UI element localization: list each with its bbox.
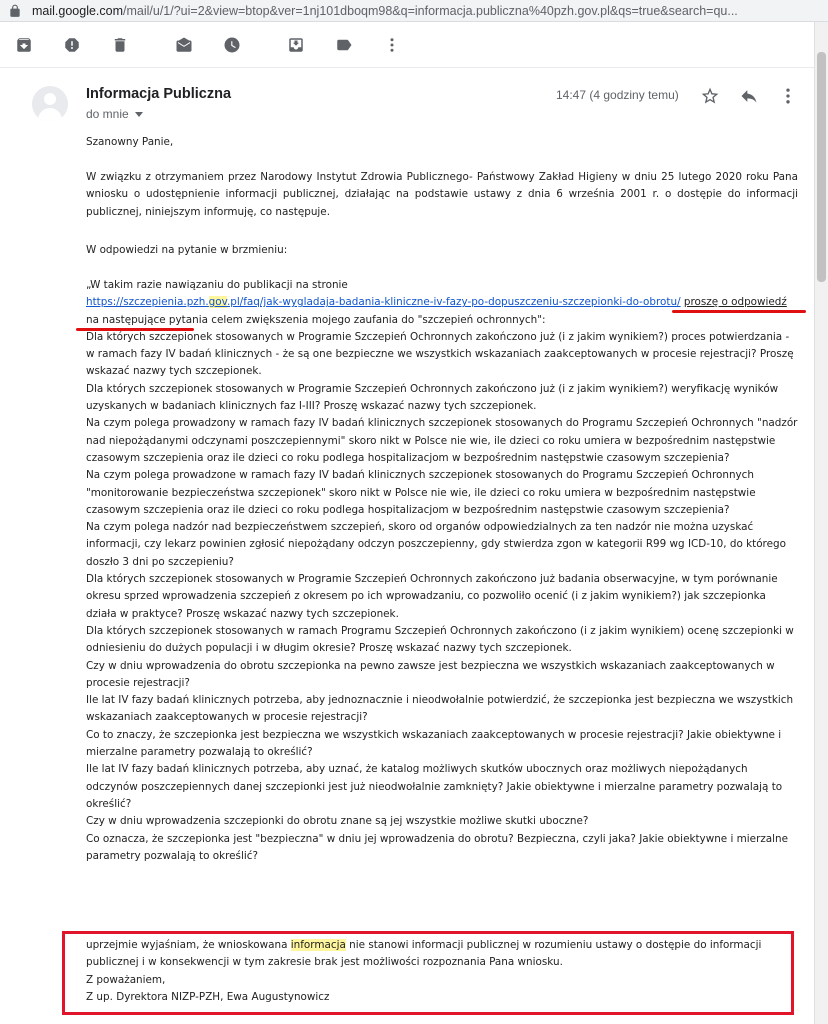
url-text: mail.google.com/mail/u/1/?ui=2&view=btop&ver=1nj101dboqm98&q=informacja.publiczna%40pzh.gov.pl&qs=true&search=qu... bbox=[32, 3, 738, 18]
request-rest: na następujące pytania celem zwiększenia mojego zaufania do "szczepień ochronnych": bbox=[86, 313, 546, 326]
question-item: Ile lat IV fazy badań klinicznych potrzeba, aby jednoznacznie i nieodwołalnie potwierdzić, że szczepionka jest bezpieczna we wszystkich wskazaniach zaakceptowanych w procesie rejestracji? bbox=[86, 694, 794, 724]
star-icon[interactable] bbox=[700, 86, 720, 106]
signature: Z up. Dyrektora NIZP-PZH, Ewa Augustynowicz bbox=[86, 990, 330, 1003]
question-item: Dla których szczepionek stosowanych w ramach Programu Szczepień Ochronnych zakończono (i z jakim wynikiem) ocenę szczepionki w odniesieniu do dużych populacji i w długim okresie? Proszę wskazać nazwy tych szczepionek. bbox=[86, 624, 794, 655]
question-item: Czy w dniu wprowadzenia do obrotu szczepionka na pewno zawsze jest bezpieczna we wszystkich wskazaniach zaakceptowanych w procesie rejestracji? bbox=[86, 659, 775, 689]
message-timestamp: 14:47 (4 godziny temu) bbox=[556, 88, 679, 102]
sender-name[interactable]: Informacja Publiczna bbox=[86, 86, 232, 102]
question-item: Dla których szczepionek stosowanych w Programie Szczepień Ochronnych zakończono już badania obserwacyjne, w tym porównanie okresu sprzed wprowadzenia szczepień z okresem po ich wprowadzaniu, co pozwoliło ocenić (i z jakim wynikiem?) jak szczepionka działa w praktyce? Proszę wskazać nazwy tych szczepionek. bbox=[86, 573, 778, 620]
more-options-icon[interactable] bbox=[778, 86, 798, 106]
delete-icon[interactable] bbox=[110, 35, 130, 55]
lock-icon bbox=[8, 4, 22, 18]
answer-paragraph bbox=[86, 937, 798, 1006]
answer-text: uprzejmie wyjaśniam, że wnioskowana informacja nie stanowi informacji publicznej w rozumieniu ustawy o dostępie do informacji publicznej i w konsekwencji w tym zakresie brak jest możliwości rozpoznania Pana wniosku. bbox=[86, 939, 762, 969]
quoted-request bbox=[86, 277, 798, 865]
red-underline-annotation bbox=[672, 310, 806, 313]
move-to-icon[interactable] bbox=[286, 35, 306, 55]
intro-paragraph: W związku z otrzymaniem przez Narodowy Instytut Zdrowia Publicznego- Państwowy Zakład Higieny w dniu 25 lutego 2020 roku Pana wniosku o udostępnienie informacji publicznej, działając na podstawie ustawy z dnia 6 września 2001 r. o dostępie do informacji publicznej, niniejszym informuję, co następuje. bbox=[86, 171, 798, 218]
question-item: Na czym polega nadzór nad bezpieczeństwem szczepień, skoro od organów odpowiedzialnych za ten nadzór nie można uzyskać informacji, czy lekarz powinien zgłosić niepożądany odczyn poszczepienny, gdy stwierdza zgon w kategorii R99 wg ICD-10, do którego doszło 3 dni po szczepieniu? bbox=[86, 521, 786, 568]
more-vert-icon[interactable] bbox=[382, 35, 402, 55]
snooze-icon[interactable] bbox=[222, 35, 242, 55]
mark-unread-icon[interactable] bbox=[174, 35, 194, 55]
address-bar[interactable] bbox=[0, 0, 828, 22]
label-icon[interactable] bbox=[334, 35, 354, 55]
question-item: Na czym polega prowadzony w ramach fazy IV badań klinicznych szczepionek stosowanych do Programu Szczepień Ochronnych "nadzór nad niepożądanymi odczynami poszczepiennymi" skoro nikt w Polsce nie wie, ile dzieci co roku umiera w bezpośrednim następstwie czasowym szczepienia oraz ile dzieci co roku podlega hospitalizacjom w bezpośrednim następstwie czasowym szczepienia? bbox=[86, 417, 798, 464]
message-toolbar bbox=[0, 22, 814, 68]
question-item: Dla których szczepionek stosowanych w Programie Szczepień Ochronnych zakończono już (i z jakim wynikiem?) proces potwierdzania - w ramach fazy IV badań klinicznych - że są one bezpieczne we wszystkich wskazaniach zaakceptowanych w procesie rejestracji? Proszę wskazać nazwy tych szczepionek. bbox=[86, 330, 794, 378]
scrollbar-thumb[interactable] bbox=[817, 52, 826, 282]
chevron-down-icon[interactable] bbox=[135, 112, 143, 117]
vertical-scrollbar[interactable] bbox=[814, 22, 828, 1024]
closing: Z poważaniem, bbox=[86, 973, 166, 986]
archive-icon[interactable] bbox=[14, 35, 34, 55]
recipient-details[interactable]: do mnie bbox=[86, 107, 143, 121]
red-underline-annotation bbox=[76, 328, 194, 331]
question-item: Na czym polega prowadzone w ramach fazy IV badań klinicznych szczepionek stosowanych do Programu Szczepień Ochronnych "monitorowanie bezpieczeństwa szczepionek" skoro nikt w Polsce nie wie, ile dzieci co roku umiera w bezpośrednim następstwie czasowym szczepienia oraz ile dzieci co roku podlega hospitalizacjom w bezpośrednim następstwie czasowym szczepienia? bbox=[86, 469, 756, 516]
question-item: Ile lat IV fazy badań klinicznych potrzeba, aby uznać, że katalog możliwych skutków ubocznych oraz możliwych niepożądanych odczynów poszczepiennych danej szczepionki jest już nieodwołalnie zamknięty? Jakie obiektywne i mierzalne parametry pozwalają to określić? bbox=[86, 763, 783, 810]
question-item: Dla których szczepionek stosowanych w Programie Szczepień Ochronnych zakończono już (i z jakim wynikiem?) weryfikację wyników uzyskanych w badaniach klinicznych faz I-III? Proszę wskazać nazwy tych szczepionek. bbox=[86, 382, 779, 413]
greeting: Szanowny Panie, bbox=[86, 136, 174, 148]
request-phrase: proszę o odpowiedź bbox=[683, 296, 787, 309]
avatar bbox=[32, 86, 68, 122]
question-intro: W odpowiedzi na pytanie w brzmieniu: bbox=[86, 244, 288, 256]
quote-start: „W takim razie nawiązaniu do publikacji na stronie bbox=[86, 279, 348, 291]
faq-link[interactable]: https://szczepienia.pzh.gov.pl/faq/jak-wygladaja-badania-kliniczne-iv-fazy-po-dopuszczeniu-szczepionki-do-obrotu/ bbox=[86, 296, 681, 309]
question-item: Co to znaczy, że szczepionka jest bezpieczna we wszystkich wskazaniach zaakceptowanych w procesie rejestracji? Jakie obiektywne i mierzalne parametry pozwalają to określić? bbox=[86, 728, 782, 759]
reply-icon[interactable] bbox=[739, 86, 759, 106]
question-item: Czy w dniu wprowadzenia szczepionki do obrotu znane są jej wszystkie możliwe skutki uboczne? bbox=[86, 815, 589, 828]
question-item: Co oznacza, że szczepionka jest "bezpieczna" w dniu jej wprowadzenia do obrotu? Bezpieczna, czyli jaka? Jakie obiektywne i mierzalne parametry pozwalają to określić? bbox=[86, 832, 789, 862]
report-spam-icon[interactable] bbox=[62, 35, 82, 55]
